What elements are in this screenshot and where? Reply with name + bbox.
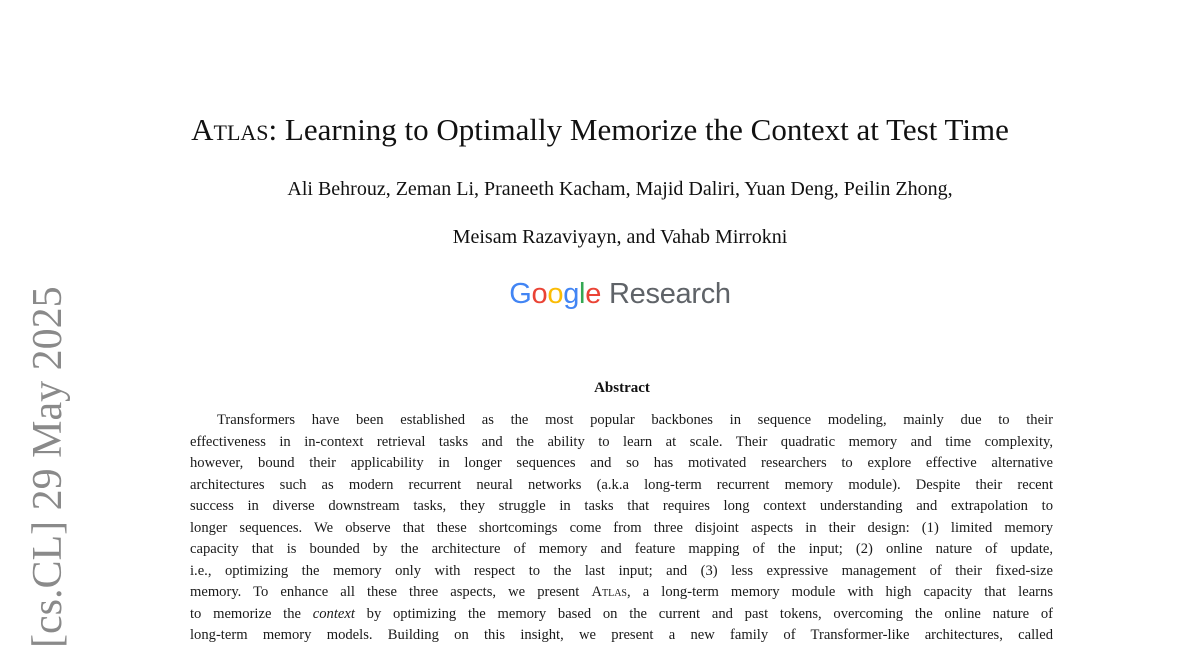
logo-letter: e	[585, 278, 602, 310]
abstract-line: long-term memory models. Building on this insight, we present a new family of Transformer-like architectures, called	[190, 627, 1053, 643]
logo-letter: g	[563, 278, 580, 310]
abstract-line: however, bound their applicability in longer sequences and so has motivated researchers to explore effective alternative	[190, 455, 1053, 471]
abstract-body	[190, 410, 1053, 647]
logo-research-text: Research	[609, 278, 731, 310]
logo-letter: o	[547, 278, 564, 310]
authors-line-2: Meisam Razaviyayn, and Vahab Mirrokni	[452, 226, 788, 248]
abstract-line: effectiveness in in-context retrieval tasks and the ability to learn at scale. Their quadratic memory and time complexity,	[190, 433, 1053, 450]
logo-letter: G	[509, 278, 532, 310]
abstract-line: success in diverse downstream tasks, they struggle in tasks that requires long context understanding and extrapolation to	[190, 498, 1053, 514]
paper-title	[0, 108, 1200, 152]
google-research-logo	[0, 274, 1200, 314]
abstract-line: i.e., optimizing the memory only with respect to the last input; and (3) less expressive management of their fixed-size	[190, 562, 1053, 579]
abstract-line: architectures such as modern recurrent neural networks (a.k.a long-term recurrent memory module). Despite their recent	[190, 476, 1053, 493]
abstract-line: capacity that is bounded by the architecture of memory and feature mapping of the input; (2) online nature of update,	[190, 541, 1053, 557]
abstract-line: Transformers have been established as the most popular backbones in sequence modeling, mainly due to their	[217, 412, 1053, 428]
logo-letter: o	[531, 278, 548, 310]
abstract-heading: Abstract	[594, 380, 650, 396]
paper-title-rest: : Learning to Optimally Memorize the Context at Test Time	[268, 112, 1009, 147]
abstract-text: to memorize the	[190, 605, 313, 622]
abstract-text: , a long-term memory module with high capacity that learns	[627, 584, 1054, 600]
atlas-name: Atlas	[591, 584, 627, 600]
abstract-emphasis: context	[312, 605, 355, 622]
abstract-line	[190, 582, 1053, 604]
abstract-line	[190, 604, 1053, 626]
authors-line-1: Ali Behrouz, Zeman Li, Praneeth Kacham, Majid Daliri, Yuan Deng, Peilin Zhong,	[287, 178, 953, 200]
abstract-text: memory. To enhance all these three aspects, we present	[190, 584, 592, 600]
logo-letter: l	[579, 278, 586, 310]
abstract-line: longer sequences. We observe that these shortcomings come from three disjoint aspects in their design: (1) limited memory	[190, 519, 1053, 536]
abstract-text: by optimizing the memory based on the current and past tokens, overcoming the online nature of	[354, 605, 1053, 622]
paper-title-name: Atlas	[191, 112, 269, 147]
arxiv-stamp: [cs.CL] 29 May 2025	[25, 286, 71, 648]
